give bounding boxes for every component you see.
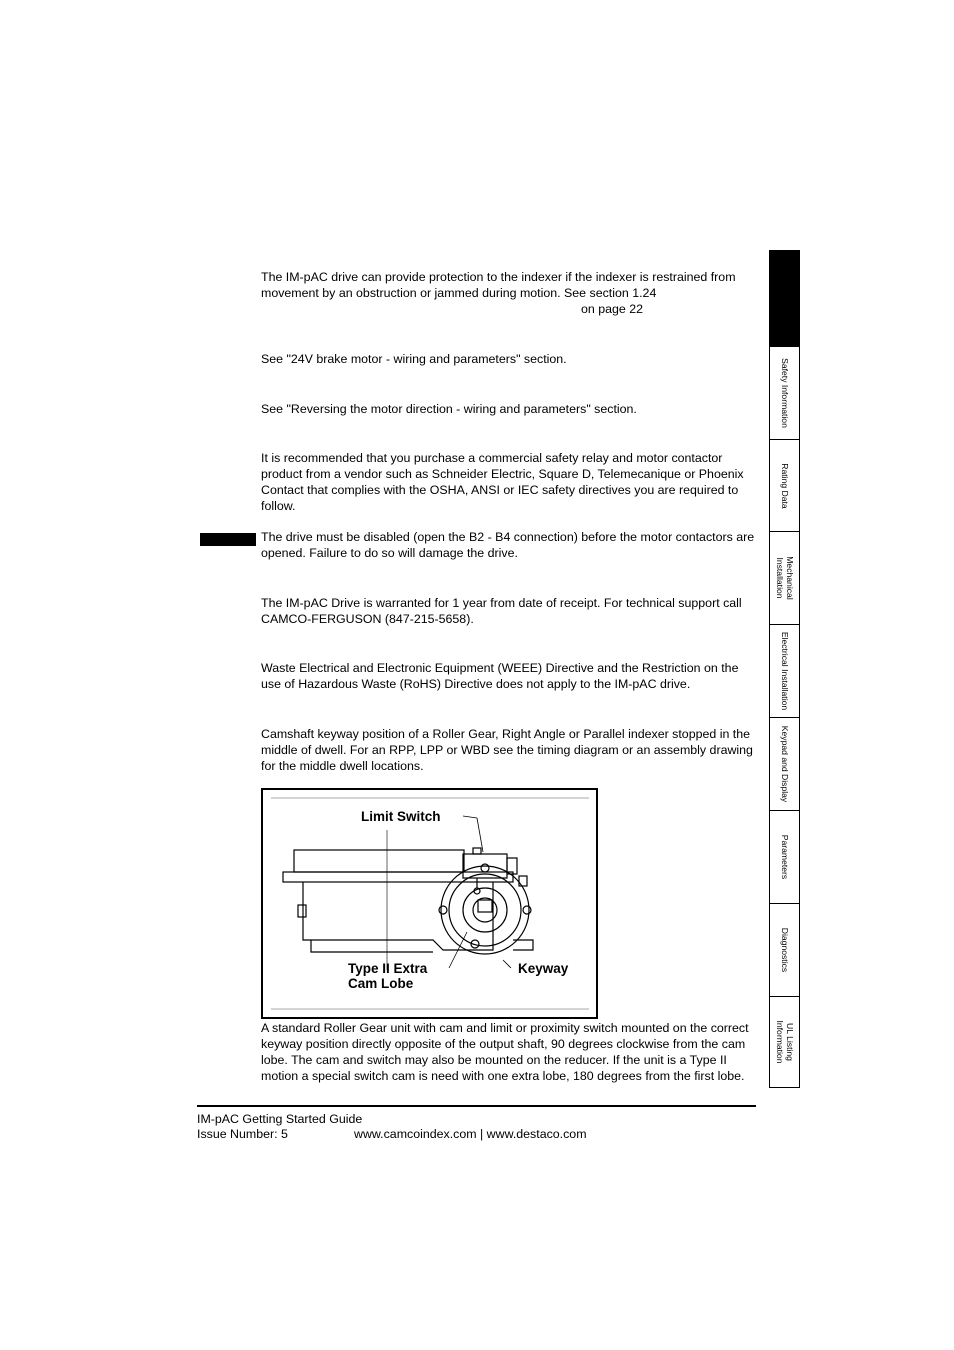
brake-paragraph: See "24V brake motor - wiring and parameters" section. (261, 352, 567, 366)
footer-issue-number: Issue Number: 5 (197, 1127, 288, 1141)
footer-website-links[interactable]: www.camcoindex.com | www.destaco.com (354, 1127, 587, 1141)
camshaft-paragraph: Camshaft keyway position of a Roller Gear, Right Angle or Parallel indexer stopped in the middle of dwell. For an RPP, LPP or WBD see the timing diagram or an assembly drawing for the middle dwell locations. (261, 727, 753, 773)
tab-safety-information[interactable] (770, 346, 799, 439)
active-tab-marker (770, 251, 799, 346)
note-paragraph: The drive must be disabled (open the B2 - B4 connection) before the motor contactors are opened. Failure to do so will damage the drive. (261, 530, 755, 560)
tab-label: Mechanical Installation (774, 556, 795, 600)
weee-paragraph: Waste Electrical and Electronic Equipment (WEEE) Directive and the Restriction on the use of Hazardous Waste (RoHS) Directive does not apply to the IM-pAC drive. (261, 661, 739, 691)
roller-gear-drawing (263, 790, 596, 1017)
safety-relay-paragraph: It is recommended that you purchase a commercial safety relay and motor contactor product from a vendor such as Schneider Electric, Square D, Telemecanique or Phoenix Contact that complies with the OSHA, ANSI or IEC safety directives you are required to follow. (261, 451, 744, 513)
roller-gear-figure (261, 788, 598, 1019)
tab-label: Keypad and Display (779, 725, 790, 803)
tab-label: Safety Information (779, 358, 790, 428)
tab-parameters[interactable] (770, 810, 799, 903)
tab-label: Diagnostics (779, 927, 790, 973)
tab-keypad-and-display[interactable] (770, 717, 799, 810)
tab-label: Electrical Installation (779, 631, 790, 711)
warranty-paragraph: The IM-pAC Drive is warranted for 1 year from date of receipt. For technical support call CAMCO-FERGUSON (847-215-5658). (261, 596, 742, 626)
protection-text: The IM-pAC drive can provide protection to the indexer if the indexer is restrained from movement by an obstruction or jammed during motion. See section 1.24 (261, 270, 736, 300)
tab-rating-data[interactable] (770, 439, 799, 531)
reversing-paragraph: See "Reversing the motor direction - wiring and parameters" section. (261, 402, 637, 416)
tab-electrical-installation[interactable] (770, 624, 799, 717)
tab-ul-listing-information[interactable] (770, 996, 799, 1087)
tab-diagnostics[interactable] (770, 903, 799, 996)
tab-mechanical-installation[interactable] (770, 531, 799, 624)
protection-paragraph (261, 269, 757, 317)
limit-switch-label: Limit Switch (361, 809, 441, 824)
protection-page-ref[interactable]: on page 22 (581, 302, 644, 316)
section-tab-strip (769, 250, 800, 1088)
keyway-label: Keyway (518, 961, 569, 976)
note-marker (200, 533, 256, 546)
tab-label: UL Listing Information (774, 1020, 795, 1064)
cam-lobe-label: Type II Extra Cam Lobe (348, 961, 428, 991)
tab-label: Rating Data (779, 462, 790, 509)
footer-guide-title: IM-pAC Getting Started Guide (197, 1112, 363, 1126)
figure-caption: A standard Roller Gear unit with cam and limit or proximity switch mounted on the correct keyway position directly opposite of the output shaft, 90 degrees clockwise from the cam lobe. The cam and switch may also be mounted on the reducer. If the unit is a Type II motion a special switch cam is need with one extra lobe, 180 degrees from the first lobe. (261, 1021, 749, 1083)
footer-divider (197, 1105, 756, 1107)
tab-label: Parameters (779, 834, 790, 880)
